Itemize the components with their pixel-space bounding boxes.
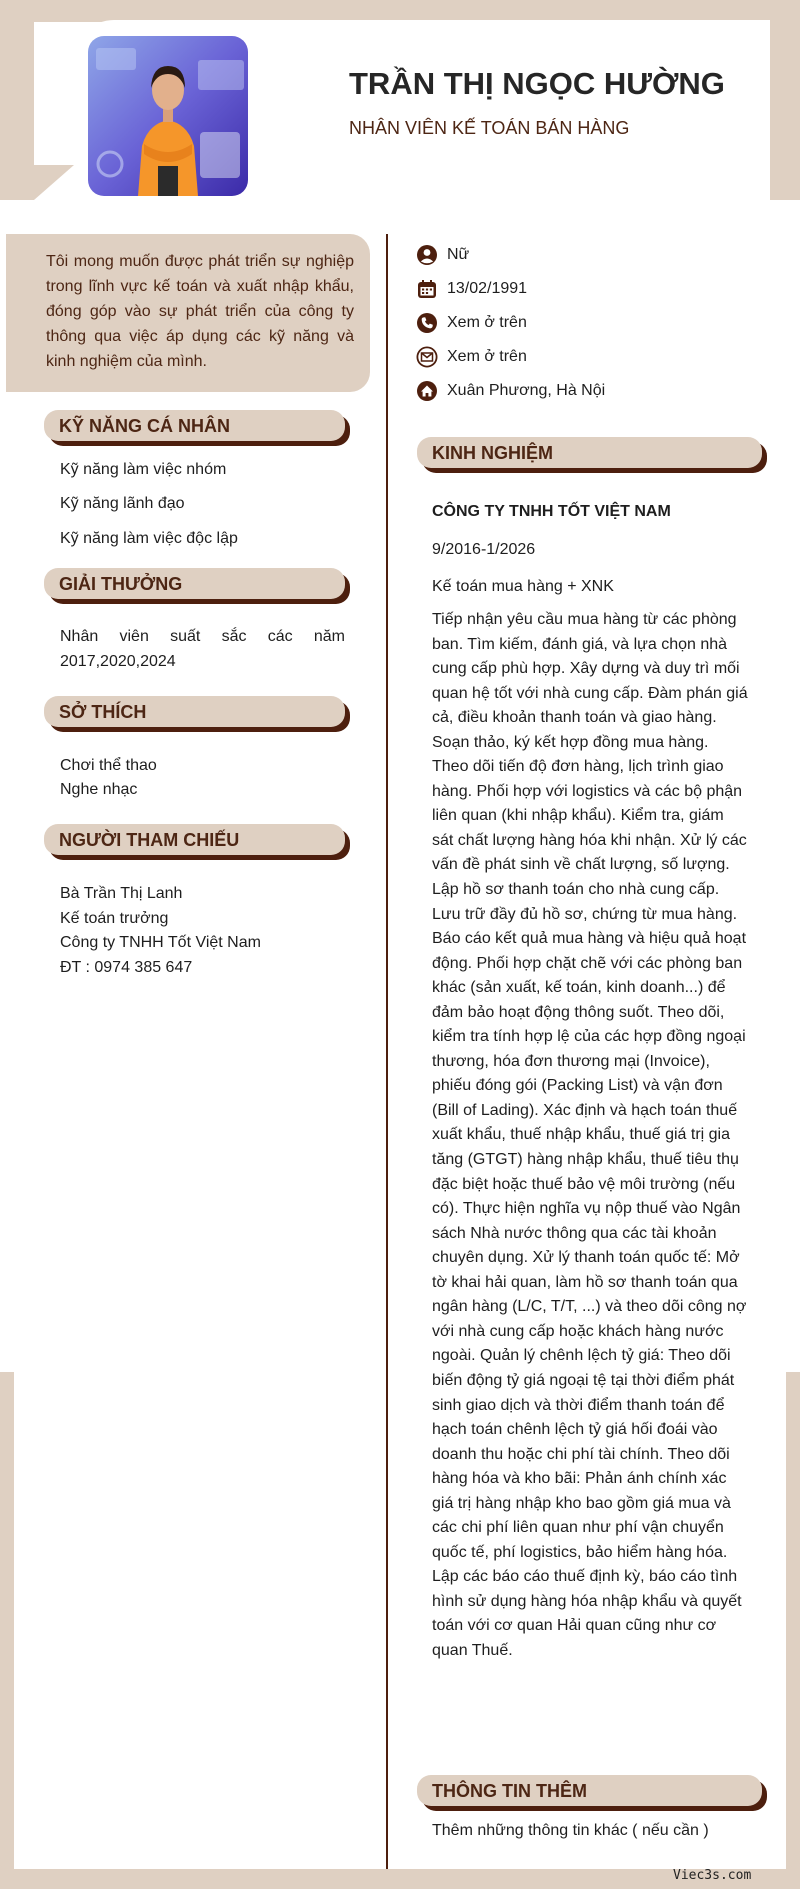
hobby-item: Chơi thể thao bbox=[60, 757, 157, 774]
phone-value: Xem ở trên bbox=[447, 314, 527, 331]
experience-role: Kế toán mua hàng + XNK bbox=[432, 578, 614, 595]
awards-heading: GIẢI THƯỞNG bbox=[44, 568, 350, 604]
references-heading: NGƯỜI THAM CHIẾU bbox=[44, 824, 350, 860]
reference-line: Bà Trần Thị Lanh bbox=[60, 885, 183, 902]
experience-company: CÔNG TY TNHH TỐT VIỆT NAM bbox=[432, 503, 671, 520]
mail-icon bbox=[416, 346, 438, 368]
gender-value: Nữ bbox=[447, 246, 470, 263]
background-corner bbox=[34, 165, 74, 200]
background-bottom-right bbox=[786, 1372, 800, 1889]
experience-heading: KINH NGHIỆM bbox=[417, 437, 767, 473]
skill-item: Kỹ năng làm việc độc lập bbox=[60, 530, 238, 547]
job-title: NHÂN VIÊN KẾ TOÁN BÁN HÀNG bbox=[349, 118, 630, 138]
home-icon bbox=[416, 380, 438, 402]
background-top-band bbox=[0, 0, 800, 22]
candidate-name: TRẦN THỊ NGỌC HƯỜNG bbox=[349, 66, 725, 101]
user-icon bbox=[416, 244, 438, 266]
phone-icon bbox=[416, 312, 438, 334]
reference-line: Kế toán trưởng bbox=[60, 910, 169, 927]
award-line bbox=[60, 628, 345, 646]
reference-line: ĐT : 0974 385 647 bbox=[60, 959, 193, 976]
birthday-value: 13/02/1991 bbox=[447, 280, 528, 297]
skill-item: Kỹ năng làm việc nhóm bbox=[60, 461, 227, 478]
career-objective: Tôi mong muốn được phát triển sự nghiệp trong lĩnh vực kế toán và xuất nhập khẩu, đóng góp vào sự phát triển của công ty thông qua việc áp dụng các kỹ năng và kinh nghiệm của mình. bbox=[6, 234, 370, 392]
column-divider bbox=[386, 234, 388, 1869]
skill-item: Kỹ năng lãnh đạo bbox=[60, 495, 185, 512]
skills-heading: KỸ NĂNG CÁ NHÂN bbox=[44, 410, 350, 446]
hobbies-heading: SỞ THÍCH bbox=[44, 696, 350, 732]
experience-period: 9/2016-1/2026 bbox=[432, 541, 536, 558]
calendar-icon bbox=[416, 278, 438, 300]
award-years: 2017,2020,2024 bbox=[60, 653, 176, 670]
extra-info-text: Thêm những thông tin khác ( nếu cần ) bbox=[432, 1822, 709, 1839]
email-value: Xem ở trên bbox=[447, 348, 527, 365]
background-bottom-left bbox=[0, 1372, 14, 1889]
hobby-item: Nghe nhạc bbox=[60, 781, 138, 798]
watermark: Viec3s.com bbox=[673, 1868, 752, 1883]
experience-description: Tiếp nhận yêu cầu mua hàng từ các phòng ban. Tìm kiếm, đánh giá, và lựa chọn nhà cung cấp phù hợp. Xây dựng và duy trì mối quan hệ tốt với nhà cung cấp. Đàm phán giá cả, điều khoản thanh toán và giao hàng. Soạn thảo, ký kết hợp đồng mua hàng. Theo dõi tiến độ đơn hàng, lịch trình giao hàng. Phối hợp với logistics và các bộ phận liên quan (khi nhập khẩu). Kiểm tra, giám sát chất lượng hàng hóa khi nhận. Xử lý các vấn đề phát sinh về chất lượng, số lượng. Lập hồ sơ thanh toán cho nhà cung cấp. Lưu trữ đầy đủ hồ sơ, chứng từ mua hàng. Báo cáo kết quả mua hàng và hiệu quả hoạt động. Phối hợp chặt chẽ với các phòng ban khác (sản xuất, kế toán, kinh doanh...) để đảm bảo hoạt động thông suốt. Theo dõi, kiểm tra tính hợp lệ của các hợp đồng ngoại thương, hóa đơn thương mại (Invoice), phiếu đóng gói (Packing List) và vận đơn (Bill of Lading). Xác định và hạch toán thuế xuất khẩu, thuế nhập khẩu, thuế giá trị gia tăng (GTGT) hàng nhập khẩu, thuế tiêu thụ đặc biệt hoặc thuế bảo vệ môi trường (nếu có). Thực hiện nghĩa vụ nộp thuế vào Ngân sách Nhà nước thông qua các tài khoản chuyên dụng. Xử lý thanh toán quốc tế: Mở tờ khai hải quan, làm hồ sơ thanh toán qua ngân hàng (L/C, T/T, ...) và theo dõi công nợ với nhà cung cấp hoặc khách hàng nước ngoài. Quản lý chênh lệch tỷ giá: Theo dõi biến động tỷ giá ngoại tệ tại thời điểm phát sinh giao dịch và thời điểm thanh toán để hạch toán chênh lệch tỷ giá hối đoái vào doanh thu hoặc chi phí tài chính. Theo dõi hàng hóa và kho bãi: Phản ánh chính xác giá trị hàng nhập kho bao gồm giá mua và các chi phí liên quan như phí vận chuyển quốc tế, phí logistics, bảo hiểm hàng hóa. Lập các báo cáo thuế định kỳ, báo cáo tình hình sử dụng hàng hóa nhập khẩu và quyết toán với cơ quan Hải quan cũng như cơ quan Thuế. bbox=[432, 611, 748, 1659]
award-text-1: Nhân viên suất sắc các năm bbox=[60, 628, 345, 645]
profile-photo bbox=[88, 36, 248, 196]
extra-info-heading: THÔNG TIN THÊM bbox=[417, 1775, 767, 1811]
background-right-strip bbox=[770, 0, 800, 200]
reference-line: Công ty TNHH Tốt Việt Nam bbox=[60, 934, 261, 951]
background-left-strip bbox=[0, 0, 34, 200]
address-value: Xuân Phương, Hà Nội bbox=[447, 382, 606, 399]
